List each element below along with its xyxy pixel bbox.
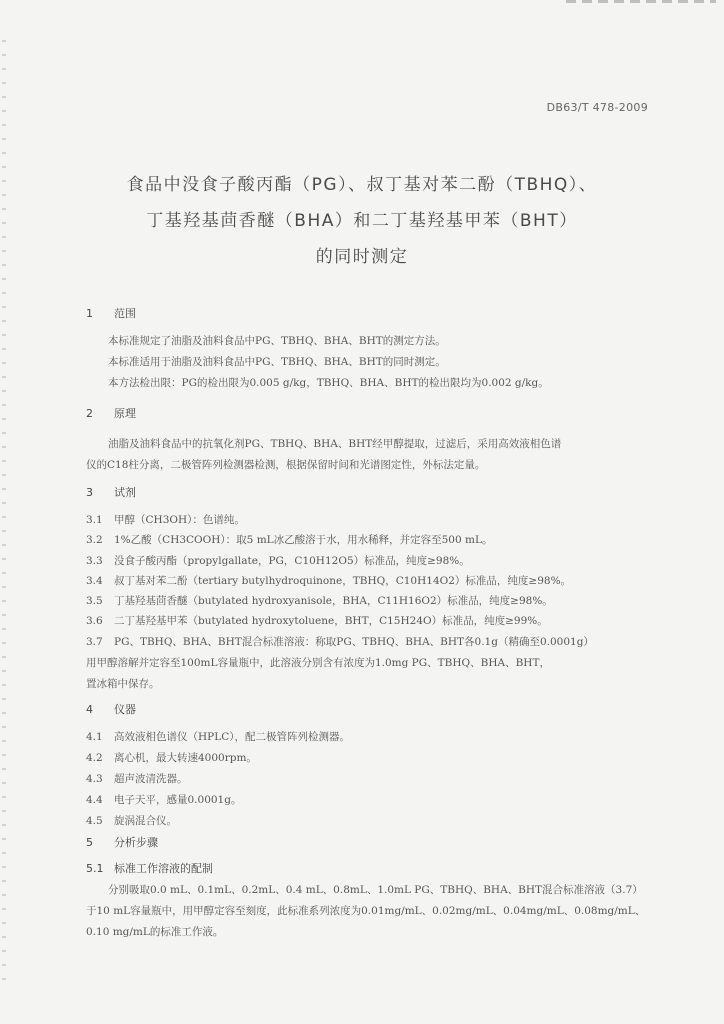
item-text: 1%乙酸（CH3COOH）：取5 mL冰乙酸溶于水，用水稀释，并定容至500 mL。 xyxy=(114,534,493,546)
item-number: 4.4 xyxy=(86,794,103,806)
title-line-1: 食品中没食子酸丙酯（PG）、叔丁基对苯二酚（TBHQ）、 xyxy=(126,175,598,195)
paragraph: 仪的C18柱分离，二极管阵列检测器检测，根据保留时间和光谱图定性，外标法定量。 xyxy=(86,459,486,471)
item-text: 二丁基羟基甲苯（butylated hydroxytoluene，BHT，C15H24O）标准品，纯度≥99%。 xyxy=(114,615,548,627)
section-title: 范围 xyxy=(114,307,136,320)
list-item xyxy=(86,729,646,744)
item-number: 3.7 xyxy=(86,636,103,648)
paragraph: 0.10 mg/mL的标准工作液。 xyxy=(86,926,224,938)
item-text: 高效液相色谱仪（HPLC），配二极管阵列检测器。 xyxy=(114,731,350,743)
paragraph: 置冰箱中保存。 xyxy=(86,678,160,690)
section-5-heading xyxy=(86,834,646,850)
section-1-heading xyxy=(86,305,646,321)
section-title: 试剂 xyxy=(114,486,136,499)
item-text: 标准工作溶液的配制 xyxy=(114,862,213,875)
list-item xyxy=(86,512,646,527)
section-number: 1 xyxy=(86,307,93,320)
list-item xyxy=(86,792,646,807)
section-4-heading xyxy=(86,701,646,717)
scan-top-marks xyxy=(566,0,716,3)
list-item xyxy=(86,634,646,649)
paragraph: 分别吸取0.0 mL、0.1mL、0.2mL、0.4 mL、0.8mL、1.0mL PG、TBHQ、BHA、BHT混合标准溶液（3.7） xyxy=(108,884,643,896)
section-3-heading xyxy=(86,484,646,500)
section-title: 原理 xyxy=(114,407,136,420)
item-number: 3.5 xyxy=(86,595,103,607)
list-item xyxy=(86,813,646,828)
item-number: 4.3 xyxy=(86,773,103,785)
paragraph: 本方法检出限：PG的检出限为0.005 g/kg，TBHQ、BHA、BHT的检出限均为0.002 g/kg。 xyxy=(108,377,549,389)
list-item xyxy=(86,553,646,568)
list-item xyxy=(86,573,646,588)
section-number: 2 xyxy=(86,407,93,420)
item-number: 4.2 xyxy=(86,752,103,764)
item-text: 电子天平，感量0.0001g。 xyxy=(114,794,242,806)
standard-code: DB63/T 478-2009 xyxy=(546,101,648,114)
item-text: 超声波清洗器。 xyxy=(114,773,188,785)
title-line-3: 的同时测定 xyxy=(315,247,409,267)
item-number: 3.4 xyxy=(86,575,103,587)
title-line-2: 丁基羟基茴香醚（BHA）和二丁基羟基甲苯（BHT） xyxy=(146,211,578,231)
paragraph: 油脂及油料食品中的抗氧化剂PG、TBHQ、BHA、BHT经甲醇提取，过滤后，采用高效液相色谱 xyxy=(108,438,562,450)
section-number: 3 xyxy=(86,486,93,499)
section-title: 仪器 xyxy=(114,703,136,716)
paragraph: 本标准规定了油脂及油料食品中PG、TBHQ、BHA、BHT的测定方法。 xyxy=(108,335,446,347)
paragraph: 本标准适用于油脂及油料食品中PG、TBHQ、BHA、BHT的同时测定。 xyxy=(108,356,446,368)
item-text: 甲醇（CH3OH）：色谱纯。 xyxy=(114,514,245,526)
item-text: 旋涡混合仪。 xyxy=(114,815,177,827)
section-title: 分析步骤 xyxy=(114,836,158,849)
list-item xyxy=(86,771,646,786)
list-item xyxy=(86,593,646,608)
item-text: 叔丁基对苯二酚（tertiary butylhydroquinone，TBHQ，C10H14O2）标准品，纯度≥98%。 xyxy=(114,575,572,587)
item-text: 丁基羟基茴香醚（butylated hydroxyanisole，BHA，C11H16O2）标准品，纯度≥98%。 xyxy=(114,595,553,607)
item-text: 没食子酸丙酯（propylgallate，PG，C10H12O5）标准品，纯度≥98%。 xyxy=(114,555,470,567)
list-item xyxy=(86,750,646,765)
list-item xyxy=(86,613,646,628)
paragraph: 于10 mL容量瓶中，用甲醇定容至刻度，此标准系列浓度为0.01mg/mL、0.02mg/mL、0.04mg/mL、0.08mg/mL、 xyxy=(86,905,646,917)
list-item xyxy=(86,532,646,547)
item-number: 3.2 xyxy=(86,534,103,546)
section-number: 4 xyxy=(86,703,93,716)
item-number: 3.6 xyxy=(86,615,103,627)
subsection-heading xyxy=(86,860,646,876)
item-number: 5.1 xyxy=(86,862,104,875)
item-number: 4.1 xyxy=(86,731,103,743)
item-number: 4.5 xyxy=(86,815,103,827)
item-text: PG、TBHQ、BHA、BHT混合标准溶液：称取PG、TBHQ、BHA、BHT各0.1g（精确至0.0001g） xyxy=(114,636,594,648)
section-2-heading xyxy=(86,405,646,421)
paragraph: 用甲醇溶解并定容至100mL容量瓶中，此溶液分别含有浓度为1.0mg PG、TBHQ、BHA、BHT， xyxy=(86,657,550,669)
item-number: 3.3 xyxy=(86,555,103,567)
item-number: 3.1 xyxy=(86,514,103,526)
item-text: 离心机，最大转速4000rpm。 xyxy=(114,752,257,764)
section-number: 5 xyxy=(86,836,93,849)
